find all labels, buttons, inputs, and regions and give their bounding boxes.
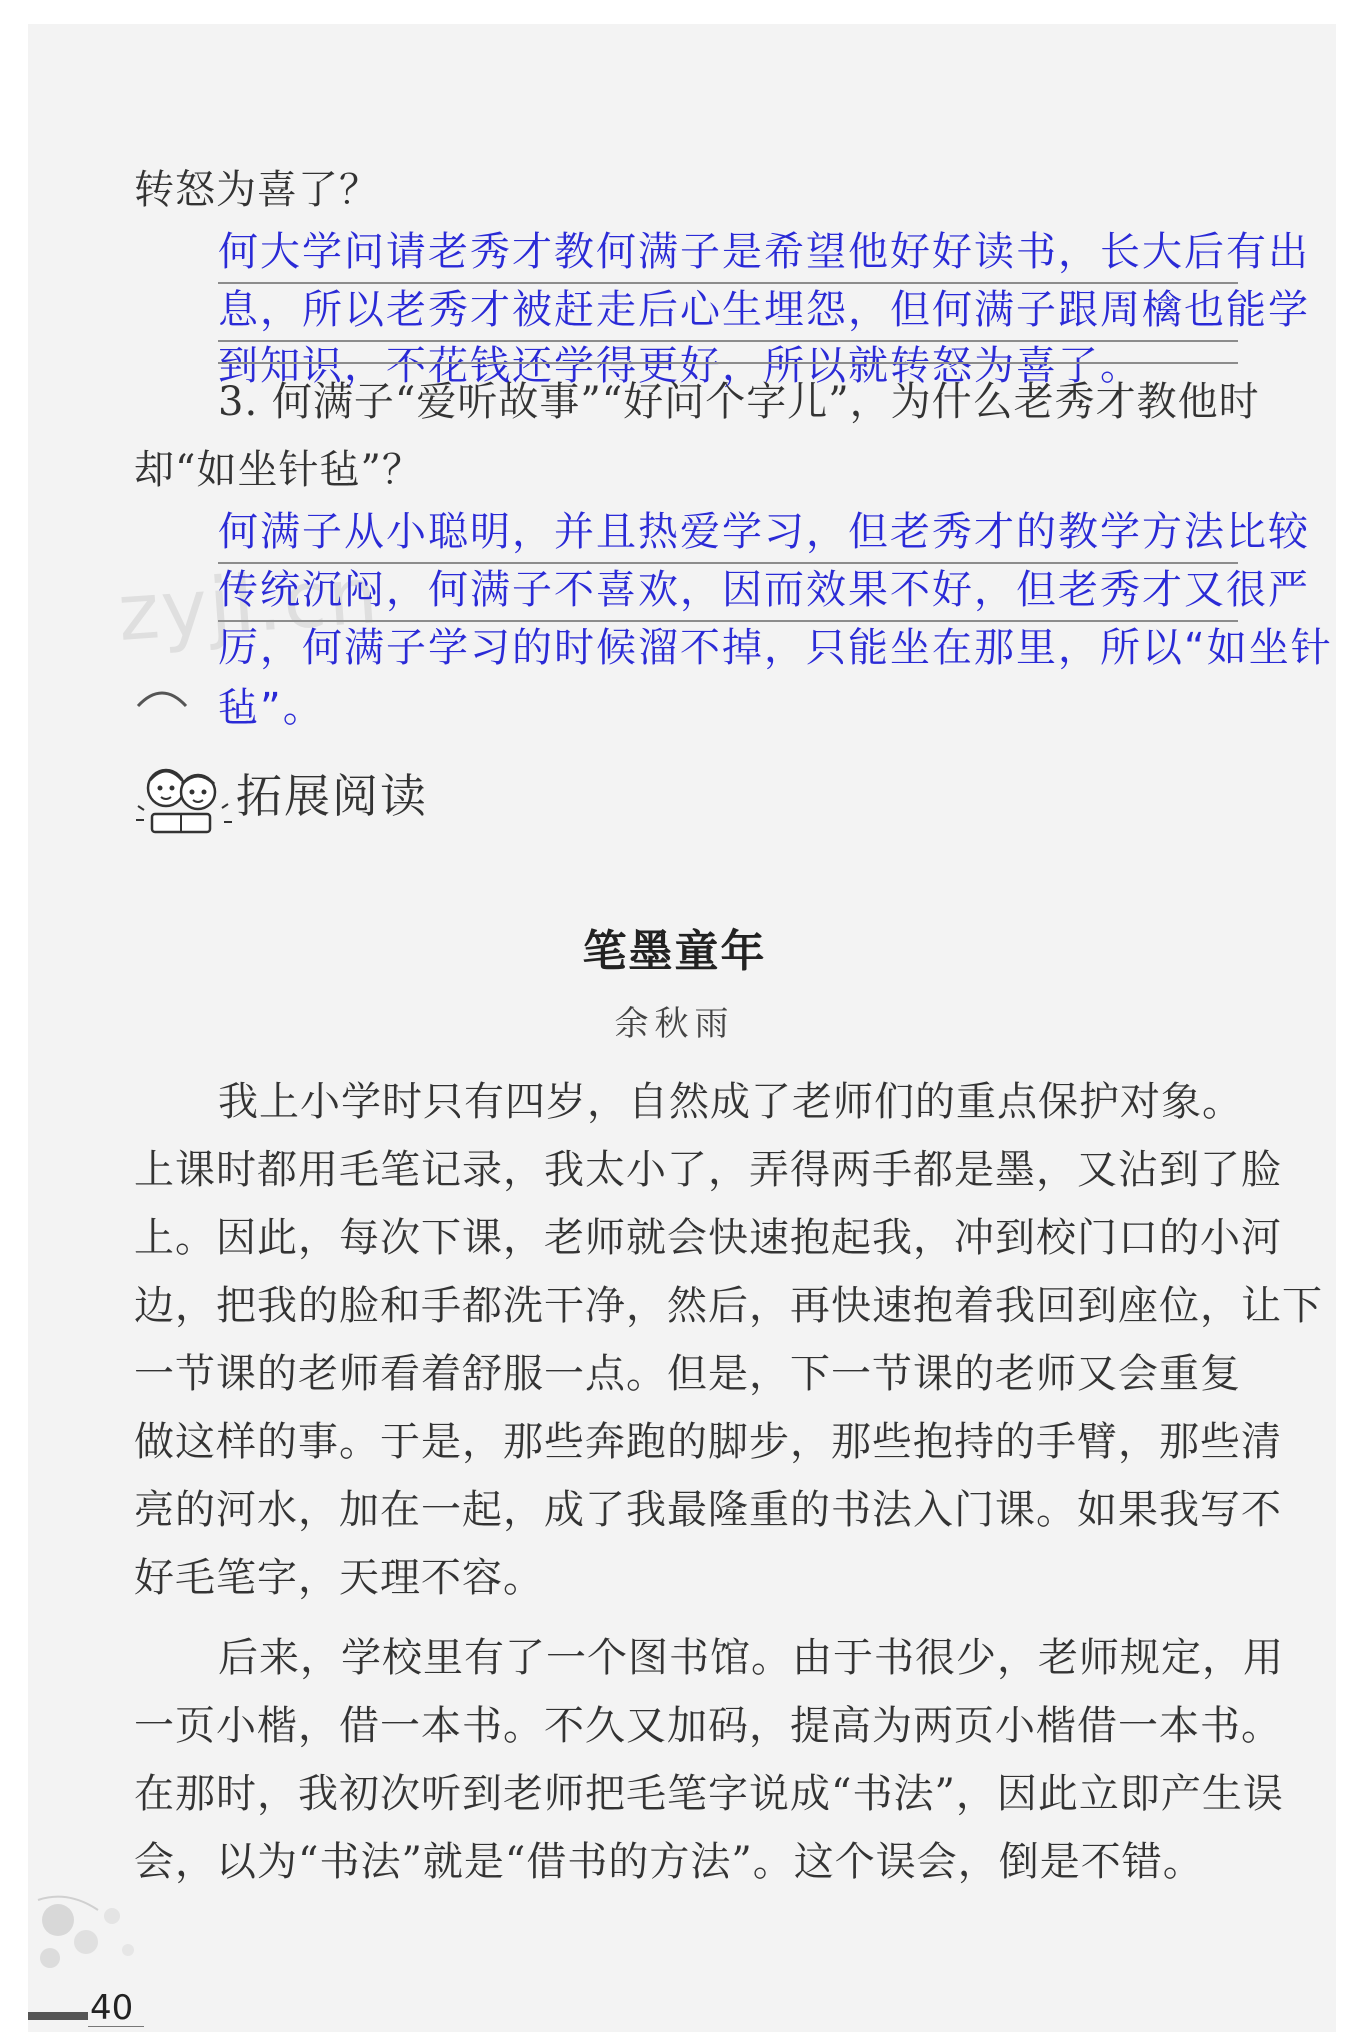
answer-3-line-2: 传统沉闷，何满子不喜欢，因而效果不好，但老秀才又很严 — [218, 567, 1310, 613]
article-paragraph-line: 做这样的事。于是，那些奔跑的脚步，那些抱持的手臂，那些清 — [134, 1419, 1282, 1465]
article-paragraph-line: 后来，学校里有了一个图书馆。由于书很少，老师规定，用 — [218, 1635, 1284, 1681]
answer-3-line-3: 厉，何满子学习的时候溜不掉，只能坐在那里，所以“如坐针 — [218, 625, 1333, 671]
answer-rule — [218, 620, 1238, 622]
page-number-bar — [28, 2012, 88, 2020]
article-paragraph-line: 会，以为“书法”就是“借书的方法”。这个误会，倒是不错。 — [134, 1839, 1204, 1885]
answer-2-line-2: 息，所以老秀才被赶走后心生埋怨，但何满子跟周檎也能学 — [218, 287, 1310, 333]
article-paragraph-line: 一页小楷，借一本书。不久又加码，提高为两页小楷借一本书。 — [134, 1703, 1282, 1749]
answer-rule — [218, 282, 1238, 284]
reading-kids-icon — [130, 758, 234, 842]
page-number: 40 — [90, 1988, 134, 2028]
page-number-rule — [88, 2026, 144, 2027]
article-title: 笔墨童年 — [582, 926, 767, 977]
article-paragraph-line: 在那时，我初次听到老师把毛笔字说成“书法”，因此立即产生误 — [134, 1771, 1284, 1817]
question-2-tail: 转怒为喜了？ — [134, 167, 380, 213]
answer-3-line-4: 毡”。 — [218, 685, 325, 731]
answer-rule — [218, 562, 1238, 564]
floral-decoration-icon — [28, 1880, 158, 1990]
question-3-line-2: 却“如坐针毡”？ — [134, 447, 423, 493]
article-paragraph-line: 上。因此，每次下课，老师就会快速抱起我，冲到校门口的小河 — [134, 1215, 1282, 1261]
question-3-line-1: 3. 何满子“爱听故事”“好问个字儿”，为什么老秀才教他时 — [218, 379, 1260, 425]
answer-rule — [218, 362, 1238, 364]
article-paragraph-line: 亮的河水，加在一起，成了我最隆重的书法入门课。如果我写不 — [134, 1487, 1282, 1533]
article-paragraph-line: 边，把我的脸和手都洗干净，然后，再快速抱着我回到座位，让下 — [134, 1283, 1323, 1329]
answer-2-line-3: 到知识，不花钱还学得更好，所以就转怒为喜了。 — [218, 343, 1142, 389]
watermark: zyjl.cn — [115, 550, 383, 660]
article-paragraph-line: 上课时都用毛笔记录，我太小了，弄得两手都是墨，又沾到了脸 — [134, 1147, 1282, 1193]
article-paragraph-line: 好毛笔字，天理不容。 — [134, 1555, 544, 1601]
article-paragraph-line: 我上小学时只有四岁，自然成了老师们的重点保护对象。 — [218, 1079, 1243, 1125]
section-title: 拓展阅读 — [236, 769, 428, 823]
article-author: 余秋雨 — [614, 1004, 735, 1044]
answer-3-line-1: 何满子从小聪明，并且热爱学习，但老秀才的教学方法比较 — [218, 509, 1310, 555]
article-paragraph-line: 一节课的老师看着舒服一点。但是，下一节课的老师又会重复 — [134, 1351, 1241, 1397]
answer-2-line-1: 何大学问请老秀才教何满子是希望他好好读书，长大后有出 — [218, 229, 1310, 275]
bracket-mark-icon — [136, 686, 188, 708]
